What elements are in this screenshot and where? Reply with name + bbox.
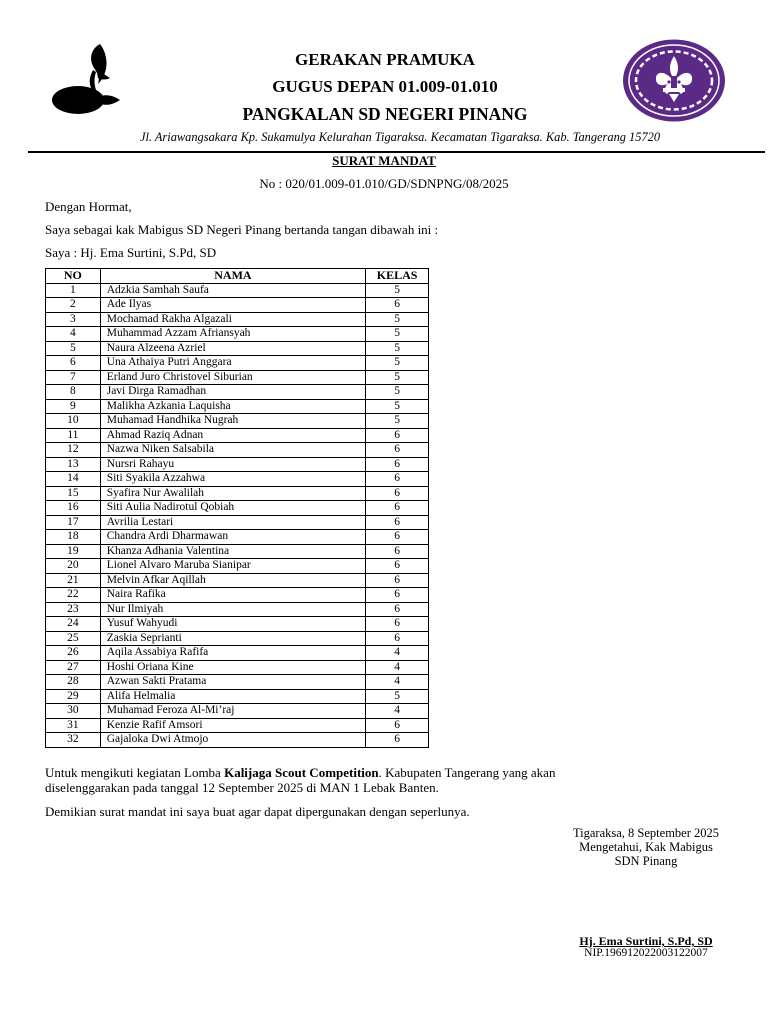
signer-name: Hj. Ema Surtini, S.Pd, SD: [579, 934, 713, 948]
cell-kelas: 6: [366, 559, 429, 574]
cell-no: 22: [46, 588, 101, 603]
cell-no: 8: [46, 385, 101, 400]
cell-nama: Naura Alzeena Azriel: [100, 341, 365, 356]
cell-nama: Gajaloka Dwi Atmojo: [100, 733, 365, 748]
cell-nama: Yusuf Wahyudi: [100, 617, 365, 632]
cell-kelas: 5: [366, 341, 429, 356]
purpose-line-2: diselenggarakan pada tanggal 12 September 2025 di MAN 1 Lebak Banten.: [45, 780, 439, 795]
pangkalan: PANGKALAN SD NEGERI PINANG: [242, 104, 528, 124]
cell-kelas: 5: [366, 370, 429, 385]
cell-no: 11: [46, 428, 101, 443]
cell-nama: Kenzie Rafif Amsori: [100, 718, 365, 733]
cell-kelas: 5: [366, 385, 429, 400]
cell-no: 18: [46, 530, 101, 545]
purpose-prefix: Untuk mengikuti kegiatan Lomba: [45, 765, 225, 780]
table-row: [46, 689, 429, 704]
table-row: [46, 544, 429, 559]
table-row: [46, 428, 429, 443]
cell-no: 25: [46, 631, 101, 646]
table-row: [46, 704, 429, 719]
cell-no: 14: [46, 472, 101, 487]
cell-kelas: 6: [366, 515, 429, 530]
cell-nama: Khanza Adhania Valentina: [100, 544, 365, 559]
tunas-kelapa-icon: [48, 40, 128, 120]
table-row: [46, 660, 429, 675]
cell-no: 27: [46, 660, 101, 675]
cell-nama: Azwan Sakti Pratama: [100, 675, 365, 690]
cell-no: 29: [46, 689, 101, 704]
cell-kelas: 5: [366, 414, 429, 429]
cell-kelas: 5: [366, 283, 429, 298]
cell-nama: Ahmad Raziq Adnan: [100, 428, 365, 443]
table-row: [46, 312, 429, 327]
document-title: SURAT MANDAT: [332, 153, 436, 168]
cell-no: 30: [46, 704, 101, 719]
cell-kelas: 4: [366, 704, 429, 719]
cell-nama: Zaskia Seprianti: [100, 631, 365, 646]
table-row: [46, 472, 429, 487]
cell-nama: Syafira Nur Awalilah: [100, 486, 365, 501]
cell-no: 19: [46, 544, 101, 559]
cell-no: 26: [46, 646, 101, 661]
cell-no: 10: [46, 414, 101, 429]
cell-nama: Adzkia Samhah Saufa: [100, 283, 365, 298]
cell-kelas: 4: [366, 646, 429, 661]
address: Jl. Ariawangsakara Kp. Sukamulya Kelurahan Tigaraksa. Kecamatan Tigaraksa. Kab. Tangerang 15720: [139, 130, 661, 144]
table-row: [46, 530, 429, 545]
cell-nama: Siti Syakila Azzahwa: [100, 472, 365, 487]
table-row: [46, 457, 429, 472]
table-row: [46, 675, 429, 690]
cell-no: 28: [46, 675, 101, 690]
cell-kelas: 6: [366, 530, 429, 545]
cell-nama: Muhamad Handhika Nugrah: [100, 414, 365, 429]
cell-no: 1: [46, 283, 101, 298]
table-row: [46, 573, 429, 588]
table-row: [46, 341, 429, 356]
header-kelas: KELAS: [366, 269, 429, 284]
table-row: [46, 443, 429, 458]
cell-nama: Ade Ilyas: [100, 298, 365, 313]
cell-kelas: 6: [366, 443, 429, 458]
closing-text: Demikian surat mandat ini saya buat agar dapat dipergunakan dengan seperlunya.: [45, 804, 470, 819]
purpose-suffix: . Kabupaten Tangerang yang akan: [378, 765, 556, 780]
table-row: [46, 486, 429, 501]
cell-nama: Nazwa Niken Salsabila: [100, 443, 365, 458]
greeting: Dengan Hormat,: [45, 199, 132, 214]
cell-kelas: 6: [366, 472, 429, 487]
cell-kelas: 5: [366, 689, 429, 704]
cell-no: 21: [46, 573, 101, 588]
signer-org: SDN Pinang: [614, 854, 678, 868]
cell-no: 4: [46, 327, 101, 342]
table-row: [46, 370, 429, 385]
table-header-row: [46, 269, 429, 284]
header-no: NO: [46, 269, 101, 284]
cell-nama: Chandra Ardi Dharmawan: [100, 530, 365, 545]
table-row: [46, 646, 429, 661]
cell-kelas: 6: [366, 573, 429, 588]
cell-nama: Alifa Helmalia: [100, 689, 365, 704]
cell-nama: Muhammad Azzam Afriansyah: [100, 327, 365, 342]
cell-nama: Siti Aulia Nadirotul Qobiah: [100, 501, 365, 516]
cell-no: 20: [46, 559, 101, 574]
participant-table: [45, 268, 429, 748]
cell-nama: Avrilia Lestari: [100, 515, 365, 530]
cell-kelas: 6: [366, 631, 429, 646]
table-row: [46, 298, 429, 313]
table-row: [46, 631, 429, 646]
table-row: [46, 602, 429, 617]
cell-no: 7: [46, 370, 101, 385]
table-row: [46, 356, 429, 371]
cell-no: 15: [46, 486, 101, 501]
cell-nama: Muhamad Feroza Al-Mi’raj: [100, 704, 365, 719]
signer-nip: NIP.196912022003122007: [584, 947, 708, 959]
org-name: GERAKAN PRAMUKA: [295, 50, 475, 69]
cell-nama: Nur Ilmiyah: [100, 602, 365, 617]
cell-kelas: 6: [366, 428, 429, 443]
cell-kelas: 5: [366, 327, 429, 342]
event-name: Kalijaga Scout Competition: [224, 765, 379, 780]
cell-nama: Mochamad Rakha Algazali: [100, 312, 365, 327]
table-row: [46, 414, 429, 429]
cell-nama: Aqila Assabiya Rafifa: [100, 646, 365, 661]
intro-text: Saya sebagai kak Mabigus SD Negeri Pinang bertanda tangan dibawah ini :: [45, 222, 439, 237]
cell-no: 9: [46, 399, 101, 414]
table-row: [46, 559, 429, 574]
cell-no: 12: [46, 443, 101, 458]
table-row: [46, 617, 429, 632]
cell-no: 31: [46, 718, 101, 733]
purpose-line-1: [45, 765, 555, 781]
cell-kelas: 6: [366, 298, 429, 313]
cell-no: 32: [46, 733, 101, 748]
cell-nama: Malikha Azkania Laquisha: [100, 399, 365, 414]
table-row: [46, 588, 429, 603]
cell-nama: Una Athaiya Putri Anggara: [100, 356, 365, 371]
cell-kelas: 5: [366, 399, 429, 414]
cell-no: 23: [46, 602, 101, 617]
cell-no: 3: [46, 312, 101, 327]
cell-no: 24: [46, 617, 101, 632]
cell-nama: Hoshi Oriana Kine: [100, 660, 365, 675]
cell-kelas: 4: [366, 675, 429, 690]
cell-kelas: 6: [366, 602, 429, 617]
cell-no: 17: [46, 515, 101, 530]
cell-nama: Erland Juro Christovel Siburian: [100, 370, 365, 385]
table-row: [46, 283, 429, 298]
table-row: [46, 718, 429, 733]
cell-nama: Javi Dirga Ramadhan: [100, 385, 365, 400]
cell-no: 6: [46, 356, 101, 371]
cell-kelas: 6: [366, 501, 429, 516]
table-row: [46, 515, 429, 530]
cell-no: 2: [46, 298, 101, 313]
cell-kelas: 6: [366, 733, 429, 748]
cell-kelas: 6: [366, 486, 429, 501]
cell-kelas: 5: [366, 312, 429, 327]
table-row: [46, 501, 429, 516]
cell-no: 16: [46, 501, 101, 516]
cell-no: 5: [46, 341, 101, 356]
cell-nama: Lionel Alvaro Maruba Sianipar: [100, 559, 365, 574]
cell-kelas: 6: [366, 457, 429, 472]
table-row: [46, 327, 429, 342]
document-number: No : 020/01.009-01.010/GD/SDNPNG/08/2025: [259, 176, 509, 191]
cell-kelas: 5: [366, 356, 429, 371]
cell-nama: Naira Rafika: [100, 588, 365, 603]
gugus-depan: GUGUS DEPAN 01.009-01.010: [272, 77, 498, 96]
cell-no: 13: [46, 457, 101, 472]
cell-kelas: 6: [366, 617, 429, 632]
cell-kelas: 6: [366, 544, 429, 559]
table-row: [46, 733, 429, 748]
header-nama: NAMA: [100, 269, 365, 284]
table-row: [46, 399, 429, 414]
signer-role: Mengetahui, Kak Mabigus: [579, 840, 713, 854]
cell-kelas: 4: [366, 660, 429, 675]
cell-nama: Nursri Rahayu: [100, 457, 365, 472]
cell-nama: Melvin Afkar Aqillah: [100, 573, 365, 588]
signer-line: Saya : Hj. Ema Surtini, S.Pd, SD: [45, 245, 217, 260]
cell-kelas: 6: [366, 588, 429, 603]
cell-kelas: 6: [366, 718, 429, 733]
place-date: Tigaraksa, 8 September 2025: [572, 826, 720, 840]
table-row: [46, 385, 429, 400]
